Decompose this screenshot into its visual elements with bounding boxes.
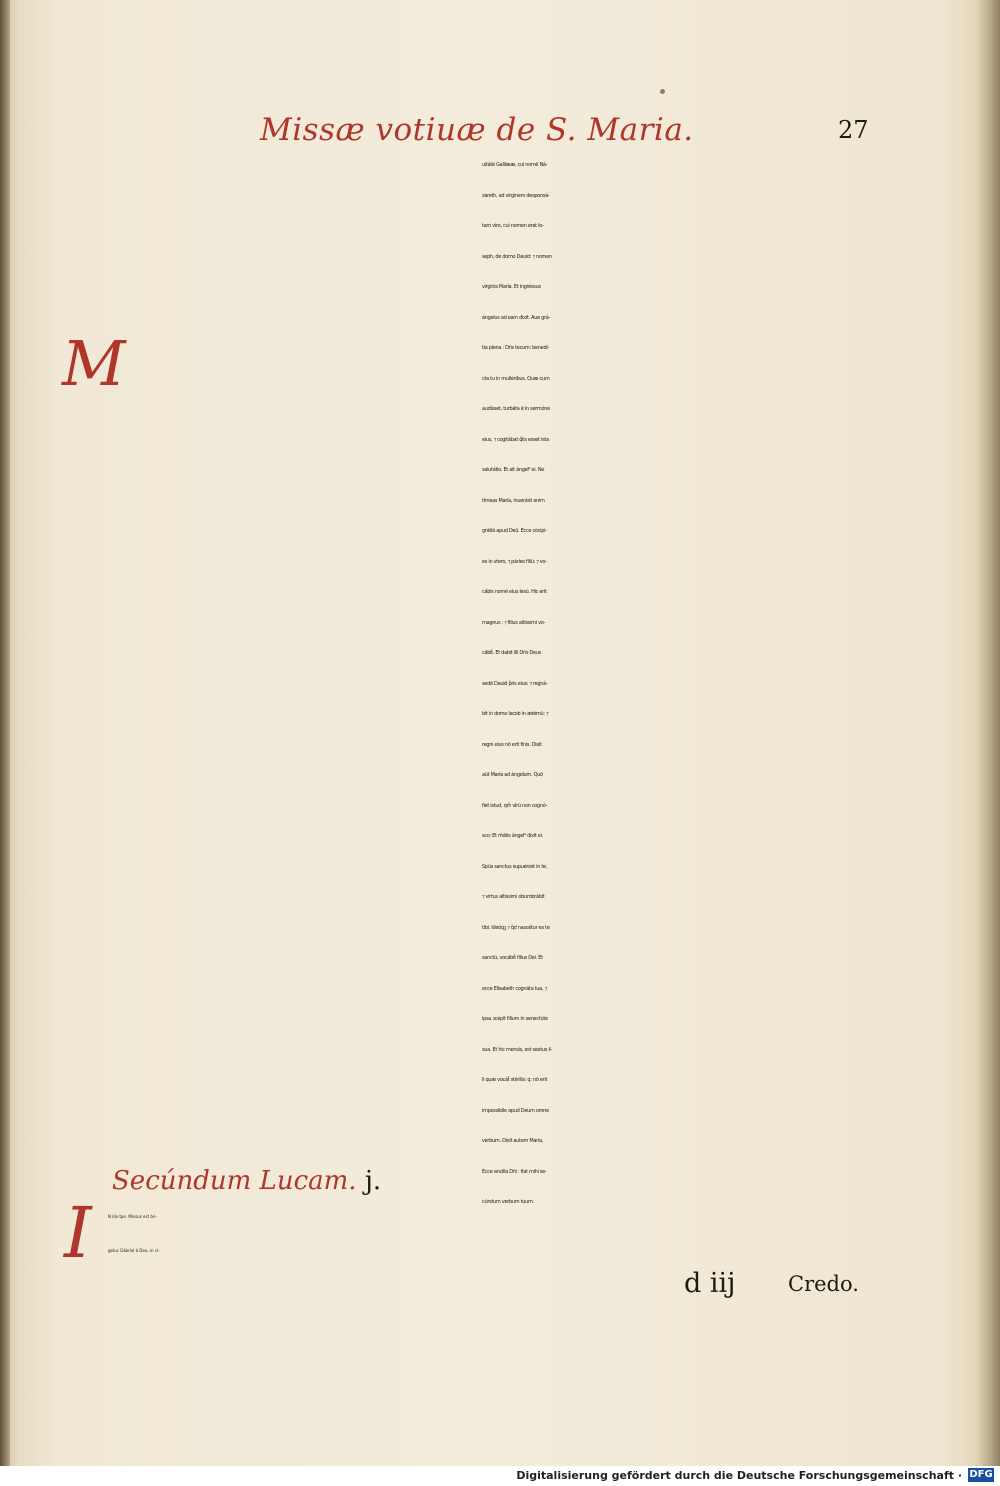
text-line: tia plena : Dñs tecum: benedi-	[482, 345, 549, 351]
text-line: magnus : ⁊ filius altissimi vo-	[482, 619, 546, 626]
gospel-start	[62, 1192, 462, 1274]
text-line: ipsa ɔcépit filium in senectúte	[482, 1016, 548, 1022]
catchword: Credo.	[788, 1272, 859, 1296]
text-line: verbum. Dixit autem María,	[482, 1138, 544, 1144]
folio-number: 27	[838, 116, 869, 144]
text-line	[62, 638, 462, 669]
text-line	[62, 272, 462, 303]
text-line: cta tu in muliéribus. Quæ cum	[482, 375, 550, 382]
text-line: cábis nomẽ eius Iesũ. Hic erit	[482, 589, 547, 595]
text-line: tam viro, cui nomen erat Io-	[482, 223, 544, 229]
sequence-text	[62, 327, 462, 1126]
text-line	[62, 577, 462, 608]
text-line: uitátẽ Galilææ, cui nomẽ Ná-	[482, 162, 548, 168]
pin-hole	[660, 89, 665, 94]
text-line	[62, 1035, 462, 1066]
text-line: sanctũ, vocábit̃ filius Dei. Et	[482, 955, 543, 961]
gospel-line: N illo tpe. Missus est án-	[108, 1214, 157, 1219]
gospel-line: gelus Gábriel à Deo, in ci-	[108, 1248, 160, 1253]
footer-credit: Digitalisierung gefördert durch die Deutsche Forschungsgemeinschaft ·	[516, 1469, 962, 1482]
text-line: li quæ vocát̃ stérilis: q: nõ erit	[482, 1077, 548, 1083]
text-line: seph, de domo Dauid: ⁊ nomen	[482, 253, 552, 260]
text-line: Ecce ancilla Dñi : fiat mihi se-	[482, 1168, 547, 1175]
signature-mark: d iij	[684, 1268, 736, 1299]
text-line: aũt María ad ángelum. Quõ	[482, 772, 543, 778]
text-line	[62, 1096, 462, 1127]
gospel-heading-number: j.	[364, 1166, 382, 1196]
text-line	[62, 486, 462, 517]
text-line	[62, 242, 462, 273]
gospel-heading-text: Secúndum Lucam.	[112, 1166, 357, 1196]
text-line: tibi. Ideóqꝫ ⁊ q̃d nascétur ex te	[482, 924, 550, 931]
text-line	[62, 516, 462, 547]
text-line: cúndum verbum tuum.	[482, 1199, 534, 1205]
left-top-lines	[62, 150, 462, 333]
binding-edge	[0, 0, 10, 1466]
text-line	[62, 455, 462, 486]
text-line	[62, 821, 462, 852]
text-line: salutátio. Et ait ángel⁹ ei. Ne	[482, 467, 545, 473]
text-line	[62, 852, 462, 883]
text-line	[62, 425, 462, 456]
text-line	[62, 211, 462, 242]
text-line: ángelus ad eam dixit. Aue grá-	[482, 314, 551, 321]
text-line: ecce Elísabeth cognáta tua, ⁊	[482, 985, 547, 992]
text-line: sco: Et rñdẽs ángel⁹ dixit ei.	[482, 833, 543, 839]
text-line	[62, 1004, 462, 1035]
text-line	[62, 791, 462, 822]
text-line: Spũs sanctus supuéniet in te,	[482, 863, 548, 870]
text-line: cábit̃. Et dabit illi Dñs Deus	[482, 650, 541, 656]
text-line	[62, 699, 462, 730]
text-line	[62, 913, 462, 944]
text-line	[62, 882, 462, 913]
text-line	[62, 547, 462, 578]
text-line: audísset, turbáta ẽ in sermóne	[482, 406, 550, 412]
text-line: ⁊ virtus altissimi obumbrábit	[482, 894, 545, 900]
text-line: es in vtero, ⁊ páries filiũ: ⁊ vo-	[482, 558, 547, 565]
text-line: bit in domo Iacob in ætérnũ: ⁊	[482, 711, 549, 717]
text-line: tímeas María, inuenisti enim	[482, 497, 545, 504]
left-column	[62, 150, 462, 1126]
gospel-initial: I	[64, 1192, 92, 1274]
running-head: Missæ votiuæ de S. Maria.	[260, 112, 694, 148]
text-line	[62, 760, 462, 791]
text-line	[62, 974, 462, 1005]
right-column	[482, 150, 882, 1218]
text-line: fiet istud, qm̃ virũ non cognó-	[482, 802, 548, 809]
text-line: sedẽ Dauid p̃ris eius: ⁊ regná-	[482, 680, 548, 687]
text-line: grátiã apud Deũ. Ecce cócipi-	[482, 528, 547, 534]
gospel-heading	[112, 1166, 381, 1196]
text-line	[62, 943, 462, 974]
text-line	[62, 181, 462, 212]
text-line	[62, 730, 462, 761]
sequence-initial: M	[62, 327, 126, 400]
text-line	[62, 150, 462, 181]
text-line: sua. Et hic mensis, est sextus il-	[482, 1046, 553, 1053]
text-line	[62, 608, 462, 639]
text-line: zareth, ad virginem desponsá-	[482, 192, 550, 199]
text-line: regni eius nõ erit finis. Dixit	[482, 741, 542, 748]
dfg-logo: DFG	[969, 1469, 993, 1480]
text-line	[62, 669, 462, 700]
text-line: virginis María. Et ingréssus	[482, 284, 541, 290]
text-line: eius, ⁊ cogitábat q̃lis esset ista	[482, 436, 549, 443]
text-line: impossibile apud Deum omne	[482, 1107, 549, 1114]
text-line	[62, 1065, 462, 1096]
